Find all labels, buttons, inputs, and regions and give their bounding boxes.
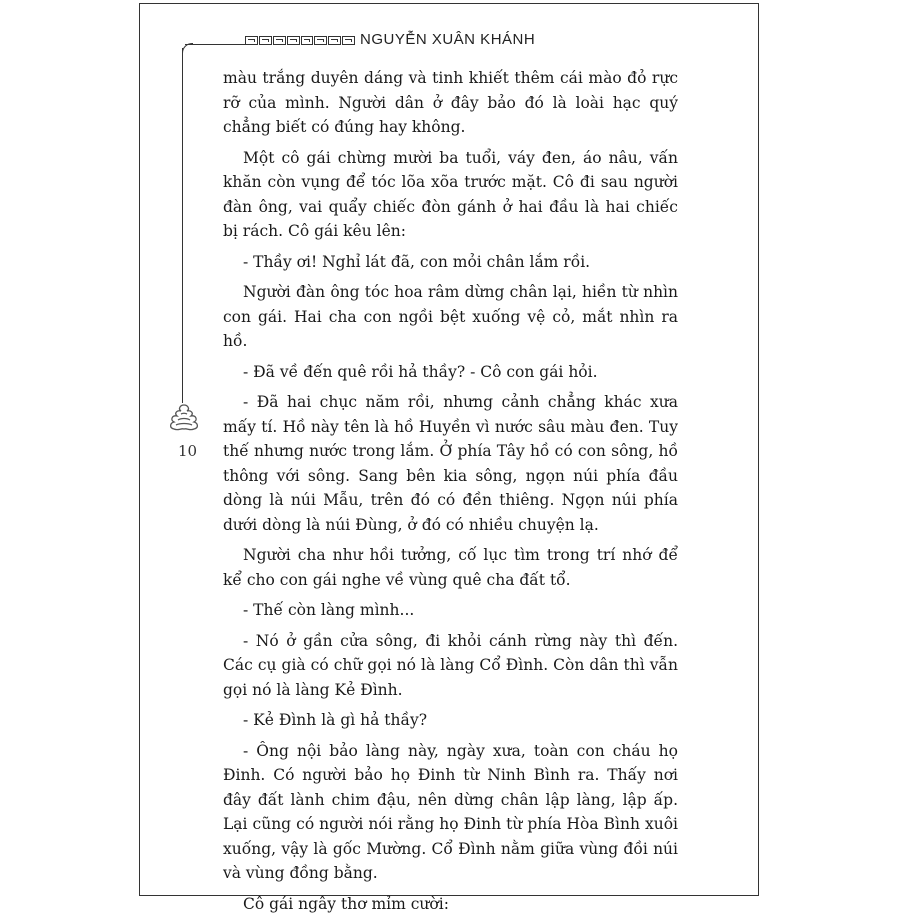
ornament-cell bbox=[314, 36, 327, 45]
paragraph: - Thầy ơi! Nghỉ lát đã, con mỏi chân lắm rồi. bbox=[243, 252, 591, 271]
paragraph: Một cô gái chừng mười ba tuổi, váy đen, áo nâu, vấn khăn còn vụng để tóc lõa xõa trước mặt. Cô đi sau người đàn ông, vai quẩy chiếc đòn gánh ở hai đầu là hai chiếc bị rách. Cô gái kêu lên: bbox=[223, 148, 678, 240]
paragraph: Người cha như hồi tưởng, cố lục tìm trong trí nhớ để kể cho con gái nghe về vùng quê cha đất tổ. bbox=[223, 546, 678, 589]
body-text bbox=[223, 66, 678, 922]
paragraph: - Thế còn làng mình... bbox=[243, 601, 415, 619]
ornament-cell bbox=[328, 36, 341, 45]
ornament-cell bbox=[287, 36, 300, 45]
running-header-author: NGUYỄN XUÂN KHÁNH bbox=[360, 31, 536, 48]
margin-vertical-line bbox=[182, 48, 183, 403]
paragraph: - Ông nội bảo làng này, ngày xưa, toàn con cháu họ Đinh. Có người bảo họ Đinh từ Ninh Bình ra. Thấy nơi đây đất lành chim đậu, nên dừng chân lập làng, lập ấp. Lại cũng có người nói rằng họ Đinh từ phía Hòa Bình xuôi xuống, vậy là gốc Mường. Cổ Đình nằm giữa vùng đồi núi và vùng đồng bằng. bbox=[223, 741, 678, 882]
ornament-cell bbox=[245, 36, 258, 45]
paragraph: - Đã về đến quê rồi hả thầy? - Cô con gái hỏi. bbox=[243, 362, 598, 381]
header-ornament-band bbox=[245, 36, 355, 47]
paragraph: Cô gái ngây thơ mỉm cười: bbox=[243, 894, 449, 913]
cloud-ornament-icon bbox=[166, 403, 202, 433]
page-number: 10 bbox=[178, 442, 198, 460]
header-rule bbox=[185, 44, 245, 45]
paragraph: màu trắng duyên dáng và tinh khiết thêm cái mào đỏ rực rỡ của mình. Người dân ở đây bảo đó là loài hạc quý chẳng biết có đúng hay không. bbox=[223, 69, 678, 136]
ornament-cell bbox=[301, 36, 314, 45]
ornament-cell bbox=[342, 36, 355, 45]
paragraph: - Kẻ Đình là gì hả thầy? bbox=[243, 711, 428, 729]
ornament-cell bbox=[259, 36, 272, 45]
paragraph: - Đã hai chục năm rồi, nhưng cảnh chẳng khác xưa mấy tí. Hồ này tên là hồ Huyền vì nước sâu màu đen. Tuy thế nhưng nước trong lắm. Ở phía Tây hồ có con sông, hồ thông với sông. Sang bên kia sông, ngọn núi phía đầu dòng là núi Mẫu, trên đó có đền thiêng. Ngọn núi phía dưới dòng là núi Đùng, ở đó có nhiều chuyện lạ. bbox=[223, 393, 678, 534]
paragraph: Người đàn ông tóc hoa râm dừng chân lại, hiền từ nhìn con gái. Hai cha con ngồi bệt xuống vệ cỏ, mắt nhìn ra hồ. bbox=[223, 283, 678, 350]
paragraph: - Nó ở gần cửa sông, đi khỏi cánh rừng này thì đến. Các cụ già có chữ gọi nó là làng Cổ Đình. Còn dân thì vẫn gọi nó là làng Kẻ Đình. bbox=[223, 631, 678, 699]
ornament-cell bbox=[273, 36, 286, 45]
